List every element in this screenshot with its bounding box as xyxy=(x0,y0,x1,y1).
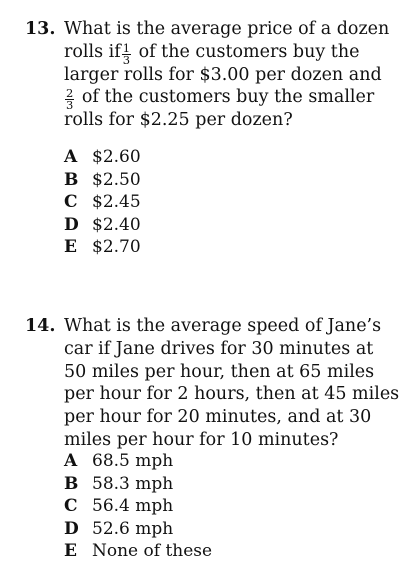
question-line: larger rolls for $3.00 per dozen and xyxy=(64,64,382,85)
option-text: $2.60 xyxy=(92,147,141,167)
option-letter: A xyxy=(64,451,78,471)
option-letter: D xyxy=(64,214,79,235)
question-line: 50 miles per hour, then at 65 miles xyxy=(64,361,375,382)
question-number: 13. xyxy=(25,19,56,39)
question-text xyxy=(64,18,389,132)
fraction-two-thirds xyxy=(65,88,74,111)
fraction-denominator: 3 xyxy=(122,52,131,67)
answer-option-a[interactable] xyxy=(64,146,141,169)
question-text-fragment: of the customers buy the xyxy=(133,41,360,62)
option-text: $2.70 xyxy=(92,237,141,257)
option-text: None of these xyxy=(92,541,213,561)
answer-option-d[interactable] xyxy=(64,518,212,541)
option-letter: A xyxy=(64,147,78,167)
question-line xyxy=(64,40,389,67)
answer-option-d[interactable] xyxy=(64,214,141,237)
fraction-numerator: 2 xyxy=(66,86,74,101)
answer-option-c[interactable] xyxy=(64,191,141,214)
option-letter: C xyxy=(64,496,78,516)
option-letter: E xyxy=(64,541,77,561)
answer-options xyxy=(64,450,212,563)
question-line: miles per hour for 10 minutes? xyxy=(64,429,339,450)
question-text xyxy=(64,315,399,452)
question-line: per hour for 2 hours, then at 45 miles xyxy=(64,384,400,405)
question-line: What is the average price of a dozen xyxy=(64,19,390,39)
question-number: 14. xyxy=(25,316,56,336)
option-letter: B xyxy=(64,169,79,190)
option-letter: C xyxy=(64,192,78,212)
question-line xyxy=(64,86,389,113)
answer-option-e[interactable] xyxy=(64,236,141,259)
option-text: $2.50 xyxy=(92,169,141,190)
answer-option-c[interactable] xyxy=(64,495,212,518)
option-letter: E xyxy=(64,237,77,257)
answer-option-b[interactable] xyxy=(64,473,212,496)
question-text-fragment: rolls if xyxy=(64,41,121,62)
fraction-one-third xyxy=(122,40,131,67)
fraction-denominator: 3 xyxy=(66,98,74,113)
fraction-numerator: 1 xyxy=(122,40,131,55)
option-text: $2.40 xyxy=(92,214,141,235)
option-text: $2.45 xyxy=(92,192,141,212)
answer-option-e[interactable] xyxy=(64,540,212,563)
option-letter: B xyxy=(64,473,79,494)
question-line: per hour for 20 minutes, and at 30 xyxy=(64,407,372,428)
option-text: 58.3 mph xyxy=(92,473,174,494)
answer-option-b[interactable] xyxy=(64,169,141,192)
question-line: What is the average speed of Jane’s xyxy=(64,316,382,336)
option-text: 68.5 mph xyxy=(92,451,174,471)
question-line: car if Jane drives for 30 minutes at xyxy=(64,338,374,359)
question-line: rolls for $2.25 per dozen? xyxy=(64,110,293,131)
question-text-fragment: of the customers buy the smaller xyxy=(76,87,375,108)
option-text: 52.6 mph xyxy=(92,518,174,539)
answer-options xyxy=(64,146,141,259)
option-text: 56.4 mph xyxy=(92,496,174,516)
option-letter: D xyxy=(64,518,79,539)
answer-option-a[interactable] xyxy=(64,450,212,473)
